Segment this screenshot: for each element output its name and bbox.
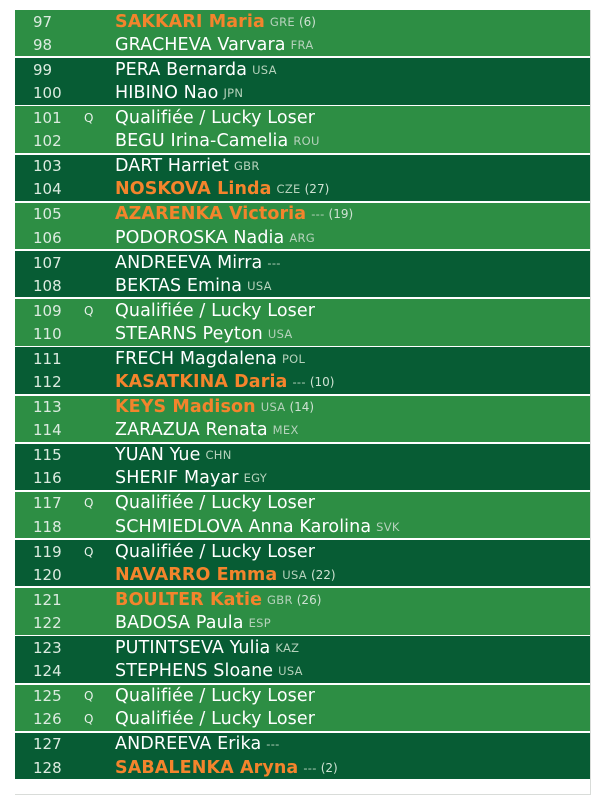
- player-nationality: ARG: [289, 230, 316, 245]
- draw-position: 117: [33, 494, 62, 513]
- player-name[interactable]: FRECH Magdalena: [115, 348, 277, 369]
- player-row[interactable]: [15, 299, 590, 322]
- player-name[interactable]: BOULTER Katie: [115, 589, 263, 610]
- draw-position: 111: [33, 349, 62, 368]
- match-block: [15, 540, 590, 588]
- player-nationality: EGY: [243, 471, 268, 486]
- seed-number: (26): [296, 592, 322, 607]
- draw-position: 102: [33, 132, 62, 151]
- player-row[interactable]: [15, 396, 590, 419]
- match-block: [15, 733, 590, 781]
- qualifier-marker: Q: [84, 712, 94, 727]
- player-nationality: USA: [260, 400, 286, 415]
- player-name[interactable]: ANDREEVA Mirra: [115, 252, 263, 273]
- player-row[interactable]: [15, 371, 590, 394]
- player-nationality: ---: [311, 207, 325, 222]
- player-nationality: FRA: [290, 37, 314, 52]
- player-nationality: CHN: [205, 448, 232, 463]
- player-nationality: ---: [266, 737, 280, 752]
- draw-position: 125: [33, 687, 62, 706]
- player-row[interactable]: [15, 130, 590, 153]
- match-block: [15, 444, 590, 492]
- player-nationality: GBR: [233, 159, 260, 174]
- draw-position: 105: [33, 205, 62, 224]
- player-row[interactable]: [15, 492, 590, 515]
- draw-position: 109: [33, 301, 62, 320]
- match-block: [15, 155, 590, 203]
- player-nationality: ---: [292, 375, 306, 390]
- player-name[interactable]: SCHMIEDLOVA Anna Karolina: [115, 516, 372, 537]
- player-nationality: GRE: [269, 14, 295, 29]
- draw-table: [15, 10, 591, 795]
- draw-position: 101: [33, 108, 62, 127]
- draw-position: 116: [33, 469, 62, 488]
- player-nationality: ESP: [248, 616, 271, 631]
- player-name[interactable]: BEGU Irina-Camelia: [115, 131, 289, 152]
- player-name[interactable]: PERA Bernarda: [115, 59, 248, 80]
- player-row[interactable]: [15, 611, 590, 634]
- player-name[interactable]: Qualifiée / Lucky Loser: [115, 686, 316, 707]
- player-name[interactable]: STEPHENS Sloane: [115, 661, 274, 682]
- draw-position: 112: [33, 373, 62, 392]
- player-row[interactable]: [15, 322, 590, 345]
- draw-position: 107: [33, 253, 62, 272]
- player-row[interactable]: [15, 178, 590, 201]
- player-name[interactable]: Qualifiée / Lucky Loser: [115, 541, 316, 562]
- player-row[interactable]: [15, 58, 590, 81]
- draw-position: 106: [33, 228, 62, 247]
- qualifier-marker: Q: [84, 544, 94, 559]
- qualifier-marker: Q: [84, 303, 94, 318]
- player-nationality: USA: [267, 326, 293, 341]
- player-name[interactable]: YUAN Yue: [115, 445, 201, 466]
- player-row[interactable]: [15, 155, 590, 178]
- player-row[interactable]: [15, 106, 590, 129]
- player-nationality: USA: [278, 664, 303, 679]
- player-name[interactable]: Qualifiée / Lucky Loser: [115, 107, 316, 128]
- player-nationality: ---: [303, 760, 317, 775]
- player-name[interactable]: BADOSA Paula: [115, 613, 244, 634]
- player-name[interactable]: KEYS Madison: [115, 397, 256, 418]
- player-nationality: MEX: [272, 423, 299, 438]
- player-nationality: GBR: [267, 592, 293, 607]
- player-name[interactable]: PUTINTSEVA Yulia: [115, 638, 271, 659]
- player-row[interactable]: [15, 660, 590, 683]
- draw-position: 118: [33, 517, 62, 536]
- seed-number: (10): [309, 375, 335, 390]
- player-row[interactable]: [15, 563, 590, 586]
- draw-position: 104: [33, 180, 62, 199]
- player-row[interactable]: [15, 203, 590, 226]
- match-block: [15, 106, 590, 154]
- player-row[interactable]: [15, 756, 590, 779]
- match-block: [15, 492, 590, 540]
- player-row[interactable]: [15, 540, 590, 563]
- player-name[interactable]: AZARENKA Victoria: [115, 204, 307, 225]
- player-row[interactable]: [15, 10, 590, 33]
- seed-number: (19): [328, 207, 354, 222]
- player-name[interactable]: Qualifiée / Lucky Loser: [115, 709, 316, 730]
- draw-position: 99: [33, 60, 53, 79]
- draw-position: 121: [33, 590, 62, 609]
- player-name[interactable]: NOSKOVA Linda: [115, 179, 272, 200]
- player-nationality: POL: [281, 351, 306, 366]
- player-row[interactable]: [15, 251, 590, 274]
- player-name[interactable]: STEARNS Peyton: [115, 323, 263, 344]
- player-row[interactable]: [15, 274, 590, 297]
- player-nationality: ---: [267, 255, 281, 270]
- draw-position: 103: [33, 157, 62, 176]
- qualifier-marker: Q: [84, 496, 94, 511]
- draw-position: 100: [33, 83, 62, 102]
- player-nationality: USA: [282, 567, 307, 582]
- player-name[interactable]: PODOROSKA Nadia: [115, 227, 285, 248]
- player-name[interactable]: BEKTAS Emina: [115, 275, 243, 296]
- player-row[interactable]: [15, 444, 590, 467]
- draw-position: 124: [33, 662, 62, 681]
- match-block: [15, 396, 590, 444]
- draw-position: 110: [33, 324, 62, 343]
- draw-position: 123: [33, 639, 62, 658]
- match-block: [15, 636, 590, 684]
- player-row[interactable]: [15, 81, 590, 104]
- player-name[interactable]: ANDREEVA Erika: [115, 734, 262, 755]
- draw-position: 115: [33, 446, 62, 465]
- player-nationality: USA: [247, 278, 272, 293]
- player-row[interactable]: [15, 708, 590, 731]
- player-row[interactable]: [15, 419, 590, 442]
- player-nationality: SVK: [376, 519, 400, 534]
- draw-position: 126: [33, 710, 62, 729]
- draw-position: 113: [33, 398, 62, 417]
- player-row[interactable]: [15, 733, 590, 756]
- player-name[interactable]: KASATKINA Daria: [115, 372, 288, 393]
- qualifier-marker: Q: [84, 110, 94, 125]
- draw-position: 128: [33, 758, 62, 777]
- seed-number: (2): [320, 760, 338, 775]
- draw-position: 120: [33, 565, 62, 584]
- match-block: [15, 588, 590, 636]
- seed-number: (22): [310, 567, 336, 582]
- draw-position: 119: [33, 542, 62, 561]
- player-name[interactable]: DART Harriet: [115, 156, 229, 177]
- player-row[interactable]: [15, 685, 590, 708]
- match-block: [15, 347, 590, 395]
- draw-position: 127: [33, 735, 62, 754]
- player-row[interactable]: [15, 588, 590, 611]
- seed-number: (27): [304, 182, 330, 197]
- qualifier-marker: Q: [84, 689, 94, 704]
- match-block: [15, 203, 590, 251]
- draw-position: 97: [33, 12, 53, 31]
- draw-position: 122: [33, 614, 62, 633]
- match-block: [15, 685, 590, 733]
- player-nationality: KAZ: [275, 641, 300, 656]
- player-name[interactable]: ZARAZUA Renata: [115, 420, 268, 441]
- draw-position: 98: [33, 35, 53, 54]
- player-name[interactable]: SABALENKA Aryna: [115, 757, 299, 778]
- player-row[interactable]: [15, 226, 590, 249]
- match-block: [15, 251, 590, 299]
- player-name[interactable]: GRACHEVA Varvara: [115, 34, 286, 55]
- player-row[interactable]: [15, 636, 590, 659]
- player-row[interactable]: [15, 347, 590, 370]
- player-nationality: CZE: [276, 182, 301, 197]
- player-name[interactable]: HIBINO Nao: [115, 82, 219, 103]
- draw-position: 108: [33, 276, 62, 295]
- match-block: [15, 58, 590, 106]
- player-name[interactable]: Qualifiée / Lucky Loser: [115, 493, 316, 514]
- draw-position: 114: [33, 421, 62, 440]
- match-block: [15, 299, 590, 347]
- player-nationality: USA: [252, 62, 277, 77]
- seed-number: (14): [289, 400, 315, 415]
- player-row[interactable]: [15, 515, 590, 538]
- player-nationality: ROU: [293, 134, 320, 149]
- player-name[interactable]: SAKKARI Maria: [115, 11, 265, 32]
- player-name[interactable]: Qualifiée / Lucky Loser: [115, 300, 316, 321]
- player-name[interactable]: SHERIF Mayar: [115, 468, 239, 489]
- player-nationality: JPN: [223, 85, 244, 100]
- seed-number: (6): [298, 14, 316, 29]
- match-block: [15, 10, 590, 58]
- player-row[interactable]: [15, 33, 590, 56]
- player-row[interactable]: [15, 467, 590, 490]
- player-name[interactable]: NAVARRO Emma: [115, 564, 278, 585]
